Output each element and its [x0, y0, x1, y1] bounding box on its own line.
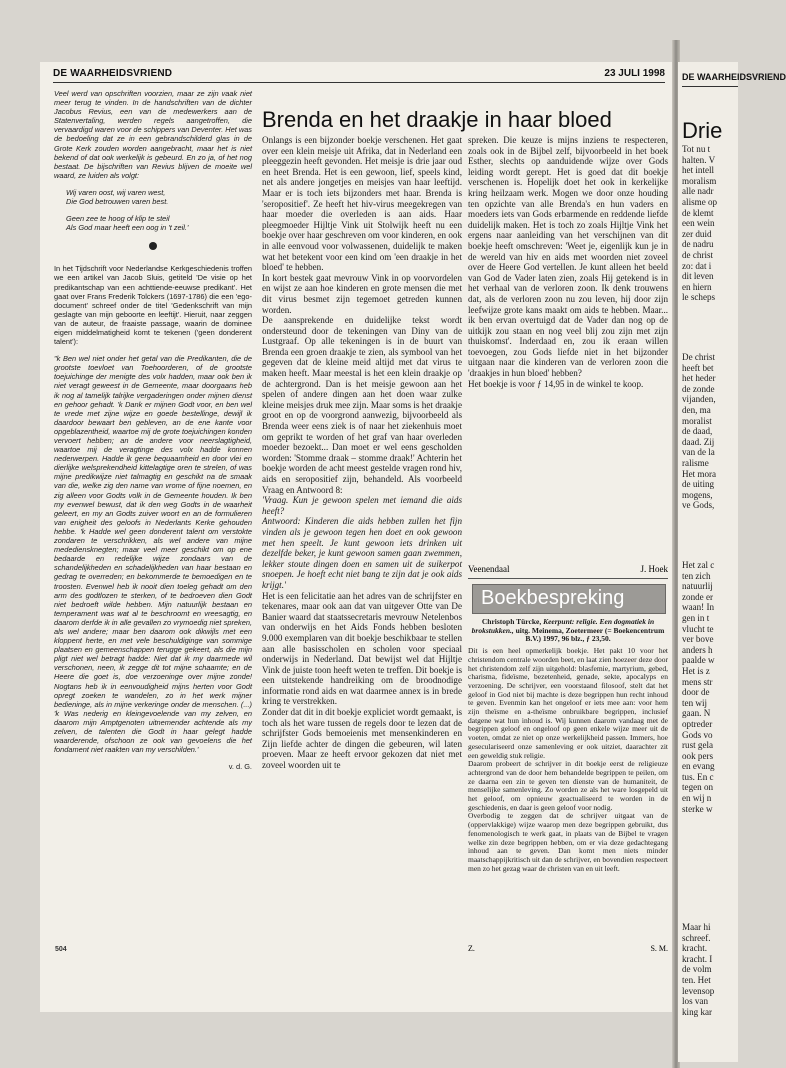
adjacent-text-line: en hiern — [682, 281, 712, 292]
adjacent-text-line: ver bove — [682, 634, 714, 645]
adjacent-text-line: de uiting — [682, 479, 715, 490]
adjacent-text-line: het heder — [682, 373, 716, 384]
header-rule — [53, 82, 665, 83]
adjacent-text-line: Gods vo — [682, 729, 713, 740]
adjacent-text-line: de daad, — [682, 426, 713, 437]
adjacent-text-line: mogens, — [682, 489, 713, 500]
article-place: Veenendaal — [468, 564, 510, 574]
adjacent-text-block-4 — [682, 922, 738, 1017]
adjacent-text-line: heeft bet — [682, 362, 714, 373]
adjacent-header-rule — [682, 86, 738, 87]
article-paragraph: Het boekje is voor ƒ 14,95 in de winkel te koop. — [468, 378, 644, 389]
section-bullet — [149, 242, 157, 250]
adjacent-text-line: sterke w — [682, 803, 713, 814]
article-paragraph: Onlangs is een bijzonder boekje verschenen. Het gaat over een klein meisje uit Afrika, dat in Nederland een pleeggezin heeft gevonden. Het meisje is drie jaar oud en heet Brenda. Het is een gewoon, lief, speels kind, net als andere jongetjes en meisjes van haar leeftijd. Maar er is toch iets bijzonders met haar. Brenda is 'seropositief'. Ze heeft het hiv-virus meegekregen van haar moeder die overleden is aan aids. Haar pleegmoeder Hijltje Vink uit Stolwijk heeft nu een boekje over haar geschreven om voor kinderen, en ook in alle eenvoud voor volwassenen, duidelijk te maken wat het betekent voor een kind om 'een draakje in het bloed' te hebben. — [262, 135, 462, 273]
adjacent-text-line: Maar hi — [682, 922, 711, 932]
adjacent-text-line: tus. En c — [682, 771, 714, 782]
adjacent-text-block-2 — [682, 352, 738, 511]
adjacent-text-line: Het zal c — [682, 560, 715, 570]
adjacent-text-line: dit leven — [682, 271, 714, 282]
adjacent-text-line: waan! In — [682, 602, 715, 613]
boekbespreking-title: Boekbespreking — [481, 587, 625, 609]
publication-name: DE WAARHEIDSVRIEND — [53, 68, 173, 79]
adjacent-text-line: Tot nu t — [682, 144, 711, 154]
adjacent-text-line: zo: dat i — [682, 260, 712, 271]
article-column-1 — [262, 135, 462, 771]
review-book-author: Christoph Türcke, — [481, 617, 542, 626]
adjacent-text-line: Het is z — [682, 665, 710, 676]
review-book-publisher: uitg. Meinema, Zoetermeer (= Boekencentrum B.V.) 1997, 96 blz., ƒ 23,50. — [515, 625, 665, 644]
adjacent-text-line: en wij n — [682, 793, 712, 804]
adjacent-text-line: gaan. N — [682, 708, 711, 719]
adjacent-text-line: paalde w — [682, 655, 715, 666]
tijdschrift-paragraph: In het Tijdschrift voor Nederlandse Kerkgeschiedenis troffen we een artikel van Jacob Sluis, getiteld 'De visie op het predikantschap van een achttiende-eeuwse predikant'. Het gaat over Frans Frederik Tolckers (1697-1786) die een 'ego-document' schreef onder de titel 'Gedenkschrift van mijn geslagte van mijn geboorte en leeftijt'. Hieruit, naar zeggen van de auteur, de fraaiste passage, waarin de dominee eigen middelmatigheid komt te tekenen ('geen donderent talent'): — [54, 264, 252, 347]
tolckers-quote: "k Ben wel niet onder het getal van die Predikanten, die de grootste toevloet van Toehoorderen, of de grootste toejuichinge der menigte des volx hadden, maar ook ben ik niet veragt geweest in de Gemeente, maar doorgaans heb ik nog al tamelijk talrijke vergaderingen onder mijnen dienst en gehoor gehadt. 'k Dank er mijnen Godt voor, en ben wel te vrede met zijne wijze en goede bestellinge, dewijl ik daardoor bewaart ben gebleven, an de ene kante voor opgeblazentheid, waartoe mij de grote toejuichingen konden vervoert hebben; an de andere voor neerslagtigheid, waartoe mij de veragtinge des volx hadde konnen nederwerpen. Hadde ik gene bequaamheid en door vlei en dierlijke welsprekendheid kittelagtige oren te strelen, of was mijne predikwijze niet talmagtig en geschikt na de smaak van die, welke zig den name van vrome of fijne noemen, en zig alleen voor Godts volk in de Gemeente houden. Ik ben my evenwel bewust, dat ik den weg Godts in de waarheit geleert, en my an Godts zuiver woort en an de formulieren van enigheit des geloofs in Nederlants Kerke gehouden hebbe. 'k Hadde wel geen donderent talent om verstokte zondaren te verschrikken, als wel andere van mijne medediensknegten; maar veel meer geschikt om op ene bedaarde en redelijke wijze zondaars van de schandelijkheden en schadelijkheden van haar bestaan en gedrag te overreden; en bekommerde te bemoedigen en te troosten. Evenwel heb ik nooit dien toeleg gehadt om den arm des godtlozen te sterken, of te bedroeven dien Godt niet bedroeft wilde hebben. Mijn natuurlijk bestaan en temperament was wat al te beschroomt en vreesagtig, en daarom derfde ik in alle gevallen zo vrymoedig niet spreken, als wel andere; maar ben daarom ook dikwijls met een kloppent herte, en met vele beschuldiginge van sommige plaatsen en gemeenschappen terugge gekeert, als die mijn pligt niet wel betragt hadde: Niet dat ik my daarmede wil verschonen, neen, ik zegge dit tot mijne schaamte; en de Heere die goet is, doe verzoeninge over mijne zonde! Nogtans heb ik in eenvoudigheid mijns herten voor Godt opregt zoeken te wandelen, zo in het werk mijner bedieninge, als in mijne verkeringe onder de menschen. (...) 'k Was nederig en kleingevoelende van my zelven, en daarom mijn Amptgenoten uitnemender achtende als my zelven, de talenten die Godt in haar gelegt hadde waarderende, ofschoon ze ook van gevoelens die het fondament niet raakten van my verschilden.' — [54, 354, 252, 755]
adjacent-text-line: mens str — [682, 676, 713, 687]
article-paragraph: spreken. Die keuze is mijns inziens te respecteren, zoals ook in de Bijbel zelf, bijvoorbeeld in het boek Esther, slechts op aanduidende wijze over Gods leiding wordt gerept. Het is goed dat dit boekje verschenen is. Hopelijk doet het ook in kerkelijke kring heilzaam werk. Mogen we door onze houding ten opzichte van alle Brenda's en hun vaders en moeders iets van Gods erbarmende en reddende liefde duidelijk maken. Het is toch zo zoals Hijltje Vink het ergens naar aanleiding van het verschijnen van dit boekje heeft omschreven: 'Weet je, eigenlijk kun je in de wereld van hiv en aids met woorden niet zoveel over de Heere God vertellen. Je kunt alleen het beeld van God de Vader laten zien, zoals Hij getekend is in het verhaal van de verloren zoon. Ik denk trouwens dat, als de verloren zoon nu zou leven, hij door zijn leefwijze grote kans maakt om aids te hebben. Maar... ik ben ervan overtuigd dat de Vader dan nog op de uitkijk zou staan en nog veel blij zou zijn met zijn thuiskomst'. Inderdaad en, zou ik eraan willen toevoegen, zou Gods liefde niet in het bijzonder uitgaan naar die kinderen van de verloren zoon die 'draakjes in hun bloed' hebben? — [468, 135, 668, 379]
adjacent-text-line: moralist — [682, 415, 712, 426]
adjacent-text-line: de nadru — [682, 239, 714, 250]
intro-text: Veel werd van opschriften voorzien, maar ze zijn vaak niet meer terug te vinden. In de handschriften van de dichter Jacobus Revius, een van de medewerkers aan de Statenvertaling, werden regels aangetroffen, die vervaardigd waren voor de schippers van Deventer. Het was de bedoeling dat ze in een gebrandschilderd glas in de Grote Kerk zouden worden aangebracht, maar het is niet bekend of dat ook werkelijk is gebeurd. En zo ja, of het nog bestaat. De bijschriften van Revius blijven de moeite wel waard, ze luiden als volgt: — [54, 89, 252, 180]
adjacent-text-line: natuurlij — [682, 581, 713, 592]
running-header — [53, 68, 665, 82]
adjacent-text-line: levensop — [682, 985, 715, 996]
review-heading — [468, 618, 668, 644]
adjacent-text-line: De christ — [682, 352, 716, 362]
review-paragraph: Dit is een heel opmerkelijk boekje. Het pakt 10 voor het christendom centrale woorden beet, en laat zien hoezeer deze door het christendom zelf zijn uitgehold: blasfemie, martyrium, gebed, charisma, fideïsme, bezetenheid, genade, sekte, apocalyps en verzoening. De schrijver, een voorstaand filosoof, stelt dat het geloof in God niet bij machte is deze begrippen hun recht inhoud te geven. Evenmin kan het ongeloof er iets mee aan: voor hem zijn theïsme en a-theïsme onbruikbare begrippen, inclusief datgene wat hun inhoud is. Wij kunnen daarom vandaag met de begrippen geloof en ongeloof op geen enkele wijze meer uit de voeten, omdat ze niet op onze werkelijkheid passen. Immers, hoe geseculariseerd onze samenleving er ook uitziet, daarachter zit een geweldig stuk religie. — [468, 646, 668, 760]
review-author: S. M. — [650, 944, 668, 953]
adjacent-text-line: Het mora — [682, 468, 717, 479]
adjacent-text-line: alisme op — [682, 196, 718, 207]
adjacent-text-line: optreder — [682, 718, 713, 729]
article-title: Brenda en het draakje in haar bloed — [262, 107, 612, 132]
adjacent-text-line: kracht. I — [682, 953, 713, 964]
adjacent-text-line: alle nadr — [682, 186, 714, 197]
adjacent-text-line: de christ — [682, 249, 714, 260]
adjacent-text-line: de zonde — [682, 383, 715, 394]
adjacent-text-line: moralism — [682, 175, 717, 186]
adjacent-text-line: vijanden, — [682, 394, 716, 405]
article-paragraph: Het is een felicitatie aan het adres van de schrijfster en tekenares, maar ook aan dat van uitgever Otte van De Banier waard dat staatssecretaris mevrouw Netelenbos van onderwijs en het Aids Fonds hebben besloten 9.000 exemplaren van dit boekje beschikbaar te stellen aan alle basisscholen en scholen voor speciaal onderwijs in Nederland. Dat bewijst wel dat Hijltje Vink de juiste toon heeft weten te treffen. Dit boekje is een uitstekende handreiking om de broodnodige informatie rond aids en wat daarmee annex is in brede kring te verstrekken. — [262, 590, 462, 707]
article-author: J. Hoek — [640, 564, 668, 574]
article-column-2 — [468, 135, 668, 389]
adjacent-text-line: tegen on — [682, 782, 714, 793]
poem-stanza-1: Wij varen oost, wij varen west, Die God betrouwen varen best. — [66, 187, 169, 207]
adjacent-text-line: daad. Zij — [682, 436, 715, 447]
qa-question: 'Vraag. Kun je gewoon spelen met iemand die aids heeft? — [262, 495, 462, 516]
adjacent-text-line: den, ma — [682, 404, 711, 415]
adjacent-text-line: king kar — [682, 1006, 713, 1017]
adjacent-text-line: zer duid — [682, 228, 712, 239]
qa-answer: Antwoord: Kinderen die aids hebben zullen het fijn vinden als je gewoon tegen hen doet en ook gewoon met hen speelt. Je kunt gewoon iets drinken uit dezelfde beker, je kunt gewoon samen gaan zwemmen, lekker stoute dingen doen en samen uit de suikerpot snoepen. Je hoeft echt niet bang te zijn dat je ook aids krijgt.' — [262, 516, 462, 590]
left-column — [54, 89, 252, 771]
adjacent-text-line: halten. V — [682, 154, 716, 165]
adjacent-text-line: de volm — [682, 964, 712, 975]
adjacent-page — [678, 62, 786, 1062]
section-divider — [468, 578, 668, 579]
adjacent-text-line: en evang — [682, 761, 715, 772]
adjacent-text-block-1 — [682, 144, 738, 303]
adjacent-text-line: een wein — [682, 218, 715, 229]
boekbespreking-banner — [472, 584, 666, 614]
adjacent-text-line: los van — [682, 996, 709, 1007]
review-place: Z. — [468, 944, 475, 953]
adjacent-text-line: ook pers — [682, 750, 714, 761]
adjacent-text-line: door de — [682, 687, 710, 698]
adjacent-text-line: rust gela — [682, 740, 714, 751]
adjacent-text-line: de klemt — [682, 207, 714, 218]
column-signature: v. d. G. — [228, 762, 252, 772]
adjacent-text-line: vlucht te — [682, 623, 714, 634]
page-number: 504 — [55, 946, 67, 953]
adjacent-text-line: gen in t — [682, 612, 710, 623]
review-book-title: Keerpunt: religie. Een dogmatiek in brokstukken., — [471, 617, 655, 635]
review-paragraph: Overbodig te zeggen dat de schrijver uitgaat van de (oppervlakkige) wijze waarop men deze begrippen gebruikt, dus fenomenologisch te werk gaat, in plaats van de Bijbel te vragen welke zin deze begrippen hebben, om er via deze gedachtegang inhoud aan te geven. Dan komt men niets minder maatschappijkritisch uit dan de schrijver, en bovendien respecteert men zo het gezag waar de christen van en uit leeft. — [468, 811, 668, 873]
issue-date: 23 JULI 1998 — [604, 68, 665, 79]
adjacent-text-line: van de la — [682, 447, 715, 458]
adjacent-text-line: ten zich — [682, 570, 711, 581]
adjacent-text-line: het intell — [682, 165, 715, 176]
adjacent-page-title: Drie — [682, 118, 723, 143]
adjacent-text-line: ten. Het — [682, 974, 711, 985]
adjacent-text-line: ten wij — [682, 697, 708, 708]
adjacent-text-line: kracht. — [682, 943, 707, 954]
adjacent-text-line: ve Gods, — [682, 500, 715, 511]
adjacent-text-line: ralisme — [682, 457, 709, 468]
poem-stanza-2: Geen zee te hoog of klip te steil Als God maar heeft een oog in 't zeil.' — [66, 214, 189, 233]
adjacent-text-line: zonde er — [682, 591, 714, 602]
article-paragraph: De aansprekende en duidelijke tekst wordt ondersteund door de tekeningen van Diny van de Lustgraaf. Op alle tekeningen is in de buurt van Brenda een groen draakje te zien, als symbool van het gegeven dat de kleine meid altijd met dat virus te maken heeft. Maar meestal is het een klein draakje op de achtergrond. Dan is het meisje gewoon aan het spelen of andere dingen aan het doen waar zulke kleine meisjes druk mee zijn. Maar soms is het draakje groot en op de voorgrond aanwezig, bijvoorbeeld als Brenda weer eens ziek is of naar het ziekenhuis moet om geprikt te worden of het graf van haar overleden moeder bezoekt... Dan moet er wel eens gescholden worden: 'Stomme draak – stomme draak!' Achterin het boekje worden de acht meest gestelde vragen rond hiv, aids en seropositief zijn, behandeld. Als voorbeeld Vraag en Antwoord 8: — [262, 315, 462, 495]
adjacent-page-header: DE WAARHEIDSVRIEND — [682, 72, 786, 82]
adjacent-text-block-3 — [682, 560, 738, 814]
adjacent-text-line: le scheps — [682, 292, 716, 303]
article-paragraph: In kort bestek gaat mevrouw Vink in op voorvordelen en wijst ze aan hoe kinderen en grote mensen die met dit virus besmet zijn tegemoet getreden kunnen worden. — [262, 272, 462, 315]
adjacent-text-line: schreef. — [682, 932, 711, 943]
review-paragraph: Daarom probeert de schrijver in dit boekje eerst de religieuze achtergrond van de door hem behandelde begrippen te peilen, om ze daarna een zin te geven ten dienste van de humaniteit, de menselijke samenleving. Zo worden ze als het ware losgepeld uit het geloof, om opnieuw geactualiseerd te worden in de geschiedenis, en daar is geen geloof voor nodig. — [468, 759, 668, 812]
book-review — [468, 618, 668, 873]
article-paragraph: Zonder dat dit in dit boekje expliciet wordt gemaakt, is toch als het ware tussen de regels door te lezen dat de schrijfster Gods bemoeienis met mensenkinderen en Zijn liefde achter de dingen die gebeuren, wil laten proeven. Maar ze heeft ervoor gekozen dat niet met zoveel woorden uit te — [262, 707, 463, 771]
adjacent-text-line: anders h — [682, 644, 713, 655]
